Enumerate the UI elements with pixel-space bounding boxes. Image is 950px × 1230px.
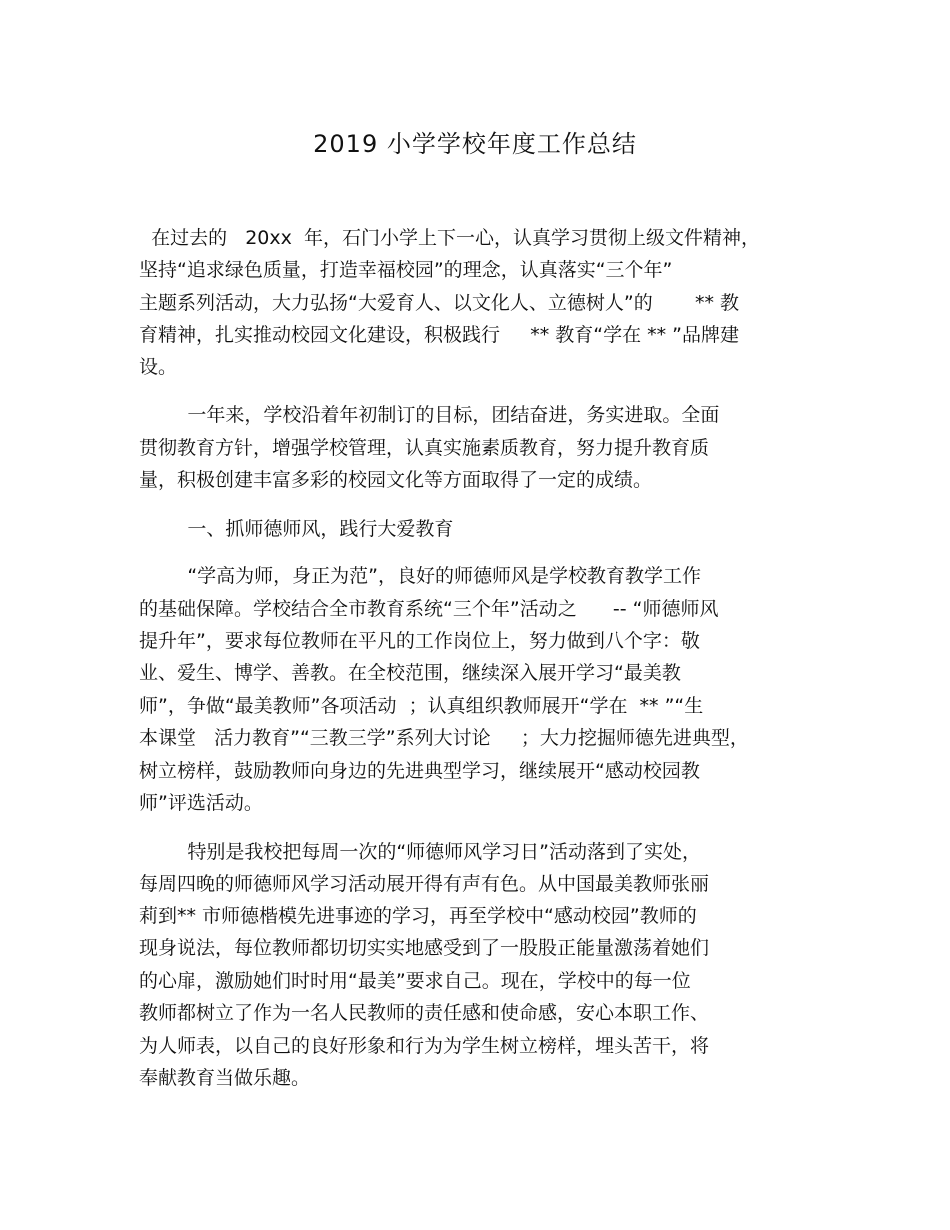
- paragraph-line: “学高为师，身正为范”，良好的师德师风是学校教育教学工作: [139, 565, 702, 587]
- paragraph-line: 师”评选活动。: [139, 792, 263, 814]
- paragraph-line: 业、爱生、博学、善教。在全校范围，继续深入展开学习“最美教: [139, 662, 681, 684]
- paragraph-line: 育精神，扎实推动校园文化建设，积极践行 ** 教育“学在 ** ”品牌建: [139, 324, 740, 346]
- paragraph-line: 贯彻教育方针，增强学校管理，认真实施素质教育，努力提升教育质: [139, 437, 710, 459]
- paragraph-line: 主题系列活动，大力弘扬“大爱育人、以文化人、立德树人”的 ** 教: [139, 292, 740, 314]
- paragraph-line: 莉到** 市师德楷模先进事迹的学习，再至学校中“感动校园”教师的: [139, 905, 697, 927]
- paragraph-line: 提升年”，要求每位教师在平凡的工作岗位上，努力做到八个字：敬: [139, 630, 700, 652]
- document-title: 2019 小学学校年度工作总结: [313, 130, 637, 158]
- paragraph-line: 每周四晚的师德师风学习活动展开得有声有色。从中国最美教师张丽: [139, 873, 710, 895]
- paragraph-line: 设。: [139, 356, 178, 378]
- paragraph-line: 一年来，学校沿着年初制订的目标，团结奋进，务实进取。全面: [139, 404, 720, 426]
- paragraph-line: 教师都树立了作为一名人民教师的责任感和使命感，安心本职工作、: [139, 1002, 710, 1024]
- paragraph-line: 在过去的 20xx 年，石门小学上下一心，认真学习贯彻上级文件精神，: [139, 227, 760, 249]
- paragraph-line: 的基础保障。学校结合全市教育系统“三个年”活动之 -- “师德师风: [139, 598, 719, 620]
- paragraph-line: 为人师表，以自己的良好形象和行为为学生树立榜样，埋头苦干，将: [139, 1035, 710, 1057]
- paragraph-line: 特别是我校把每周一次的“师德师风学习日”活动落到了实处，: [139, 841, 702, 863]
- paragraph-line: 的心扉，激励她们时时用“最美”要求自己。现在，学校中的每一位: [139, 970, 691, 992]
- paragraph-line: 树立榜样，鼓励教师向身边的先进典型学习，继续展开“感动校园教: [139, 760, 700, 782]
- paragraph-line: 本课堂 活力教育”“三教三学”系列大讨论 ；大力挖掘师德先进典型，: [139, 727, 749, 749]
- paragraph-line: 坚持“追求绿色质量，打造幸福校园”的理念，认真落实“三个年”: [139, 259, 673, 281]
- section-heading: 一、抓师德师风，践行大爱教育: [139, 518, 454, 540]
- paragraph-line: 现身说法，每位教师都切切实实地感受到了一股股正能量激荡着她们: [139, 937, 710, 959]
- paragraph-line: 量，积极创建丰富多彩的校园文化等方面取得了一定的成绩。: [139, 469, 653, 491]
- paragraph-line: 奉献教育当做乐趣。: [139, 1067, 311, 1089]
- paragraph-line: 师”，争做“最美教师”各项活动 ；认真组织教师展开“学在 ** ”“生: [139, 695, 704, 717]
